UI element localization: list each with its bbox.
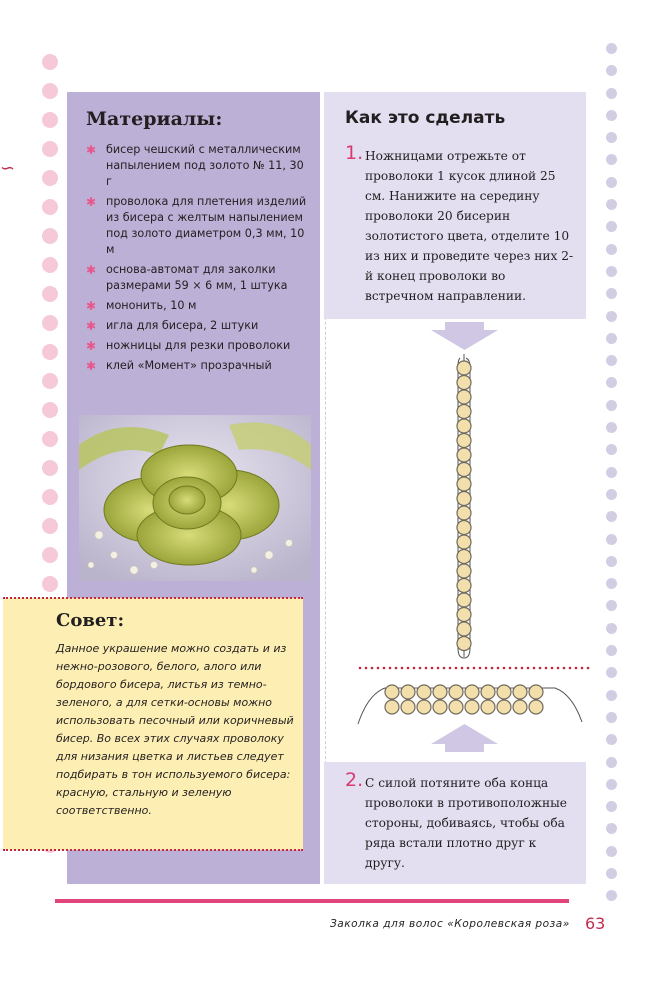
materials-item: ✱ ножницы для резки проволоки [86,339,291,353]
bead [433,700,447,714]
bead [457,419,471,433]
decorative-dot [606,578,617,589]
divider-dot [479,667,482,670]
bead [457,637,471,651]
materials-item: ✱ мононить, 10 м [86,299,197,313]
running-footer: Заколка для волос «Королевская роза» [330,918,570,930]
bead [457,579,471,593]
divider-dot [575,667,578,670]
divider-dot [431,667,434,670]
bead [481,700,495,714]
divider-dot [467,667,470,670]
bead [497,685,511,699]
bead [529,685,543,699]
decorative-dot [606,534,617,545]
decorative-dot [606,623,617,634]
asterisk-icon: ✱ [86,299,97,313]
divider-dot [491,667,494,670]
step-number: 1. [345,142,364,164]
decorative-dot [606,400,617,411]
decorative-dot [606,667,617,678]
divider-dot [503,667,506,670]
step-text: Ножницами отрежьте от проволоки 1 кусок длиной 25 см. Нанижите на середину проволоки 20 бисерин золотистого цвета, отделите 10 из них и проведите через них 2-й конец проволоки во встречном направлении. [365,149,574,303]
bead [497,700,511,714]
divider-dot [371,667,374,670]
decorative-dot [42,489,58,505]
divider-dot [551,667,554,670]
tip-title: Совет: [56,610,125,631]
decorative-dot [606,511,617,522]
horizontal-bead-rows [385,685,543,714]
decorative-dot [606,132,617,143]
bead [457,622,471,636]
divider-dot [377,667,380,670]
divider-dot [425,667,428,670]
decorative-dot [606,65,617,76]
bead [449,685,463,699]
step-2 [345,769,575,873]
bead [449,700,463,714]
decorative-dot [606,422,617,433]
decorative-dot [606,823,617,834]
bead [433,685,447,699]
bead [457,448,471,462]
decorative-dot [606,43,617,54]
divider-dot [539,667,542,670]
tip-bottom-border [3,849,303,851]
bead [457,477,471,491]
bead [457,376,471,390]
decorative-dot [42,576,58,592]
decorative-dot [606,311,617,322]
decorative-dot [606,244,617,255]
decorative-dot [606,600,617,611]
bead [385,700,399,714]
vertical-bead-column [457,361,471,651]
arrow-down-icon [431,322,498,350]
decorative-dot [42,83,58,99]
bead [457,535,471,549]
bead [457,405,471,419]
decorative-dot [42,431,58,447]
divider-dot [389,667,392,670]
bead [465,685,479,699]
bead [465,700,479,714]
beaded-rose-photo [79,415,311,581]
decorative-dot [42,141,58,157]
divider-dot [497,667,500,670]
bead [457,550,471,564]
materials-list [86,142,311,378]
decorative-dot [42,315,58,331]
decorative-dot [606,801,617,812]
divider-dot [419,667,422,670]
step-text: С силой потяните оба конца проволоки в противоположные стороны, добиваясь, чтобы оба ряда встали плотно друг к другу. [365,776,568,870]
bead [481,685,495,699]
divider-dot [557,667,560,670]
materials-item: ✱ основа-автомат для заколки размерами 59 × 6 мм, 1 штука [86,263,288,292]
decorative-dot [42,344,58,360]
materials-item: ✱ игла для бисера, 2 штуки [86,319,259,333]
divider-dot [383,667,386,670]
decorative-dot [42,373,58,389]
decorative-flourish: ∽ [0,158,16,179]
arrow-up-icon [431,724,498,752]
dotted-divider [359,667,590,670]
bead [457,361,471,375]
materials-title: Материалы: [86,108,223,130]
footer-rule [55,899,569,903]
divider-dot [449,667,452,670]
page-number: 63 [585,914,606,933]
divider-dot [521,667,524,670]
divider-dot [455,667,458,670]
decorative-dot [606,779,617,790]
decorative-dot [42,460,58,476]
materials-item: ✱ бисер чешский с металлическим напылением под золото № 11, 30 г [86,143,304,188]
decorative-dot [606,333,617,344]
divider-dot [443,667,446,670]
decorative-dot [42,286,58,302]
bead [417,700,431,714]
asterisk-icon: ✱ [86,359,97,373]
materials-item: ✱ проволока для плетения изделий из бисера с желтым напылением под золото диаметром 0,3 мм, 10 м [86,195,307,256]
bead [417,685,431,699]
bead-diagram [340,322,590,766]
bead [529,700,543,714]
decorative-dot [606,154,617,165]
bead [457,608,471,622]
tip-top-border [3,597,303,599]
decorative-dot [606,757,617,768]
divider-dot [581,667,584,670]
decorative-dot [606,221,617,232]
decorative-dot [606,690,617,701]
decorative-dot [606,489,617,500]
decorative-dot [42,518,58,534]
decorative-dot [606,868,617,879]
divider-dot [395,667,398,670]
decorative-dot [606,110,617,121]
decorative-dot [42,199,58,215]
decorative-dot [606,266,617,277]
bead [457,593,471,607]
divider-dot [515,667,518,670]
decorative-dot [606,556,617,567]
bead [513,700,527,714]
decorative-dot [42,257,58,273]
divider-dot [545,667,548,670]
how-to-title: Как это сделать [345,108,506,128]
bead [457,564,471,578]
divider-dot [485,667,488,670]
divider-dot [533,667,536,670]
divider-dot [569,667,572,670]
decorative-dot [606,734,617,745]
decorative-dot [606,846,617,857]
divider-dot [509,667,512,670]
decorative-dot [606,355,617,366]
decorative-dot [606,288,617,299]
divider-dot [461,667,464,670]
bead [385,685,399,699]
step-1 [345,142,575,306]
divider-dot [437,667,440,670]
divider-dot [365,667,368,670]
divider-dot [407,667,410,670]
bead [401,700,415,714]
divider-dot [473,667,476,670]
decorative-dot [42,402,58,418]
bead [457,390,471,404]
decorative-dot [606,645,617,656]
asterisk-icon: ✱ [86,143,97,157]
decorative-dot [42,547,58,563]
materials-item: ✱ клей «Момент» прозрачный [86,359,272,373]
right-dot-column [606,43,617,901]
decorative-dot [42,54,58,70]
decorative-dot [606,199,617,210]
asterisk-icon: ✱ [86,263,97,277]
decorative-dot [42,228,58,244]
tip-text: Данное украшение можно создать и из нежно-розового, белого, алого или бордового бисера, листья из темно-зеленого, а для сетки-основы можно использовать песочный или коричневый бисер. Во всех этих случаях проволоку для низания цветка и листьев следует подбирать в тон используемого бисера: красную, стальную и зеленую соответственно. [56,642,294,817]
decorative-dot [606,377,617,388]
decorative-dot [606,890,617,901]
decorative-dot [606,444,617,455]
bead [457,521,471,535]
divider-dot [587,667,590,670]
divider-dot [413,667,416,670]
bead [401,685,415,699]
decorative-dot [42,112,58,128]
bead [457,492,471,506]
divider-dot [563,667,566,670]
asterisk-icon: ✱ [86,319,97,333]
divider-dot [401,667,404,670]
divider-dot [527,667,530,670]
bead [513,685,527,699]
asterisk-icon: ✱ [86,339,97,353]
decorative-dot [42,170,58,186]
bead [457,506,471,520]
bead [457,463,471,477]
decorative-dot [606,177,617,188]
divider-dot [359,667,362,670]
step-number: 2. [345,769,364,791]
asterisk-icon: ✱ [86,195,97,209]
decorative-dot [606,712,617,723]
decorative-dot [606,467,617,478]
decorative-dot [606,88,617,99]
bead [457,434,471,448]
